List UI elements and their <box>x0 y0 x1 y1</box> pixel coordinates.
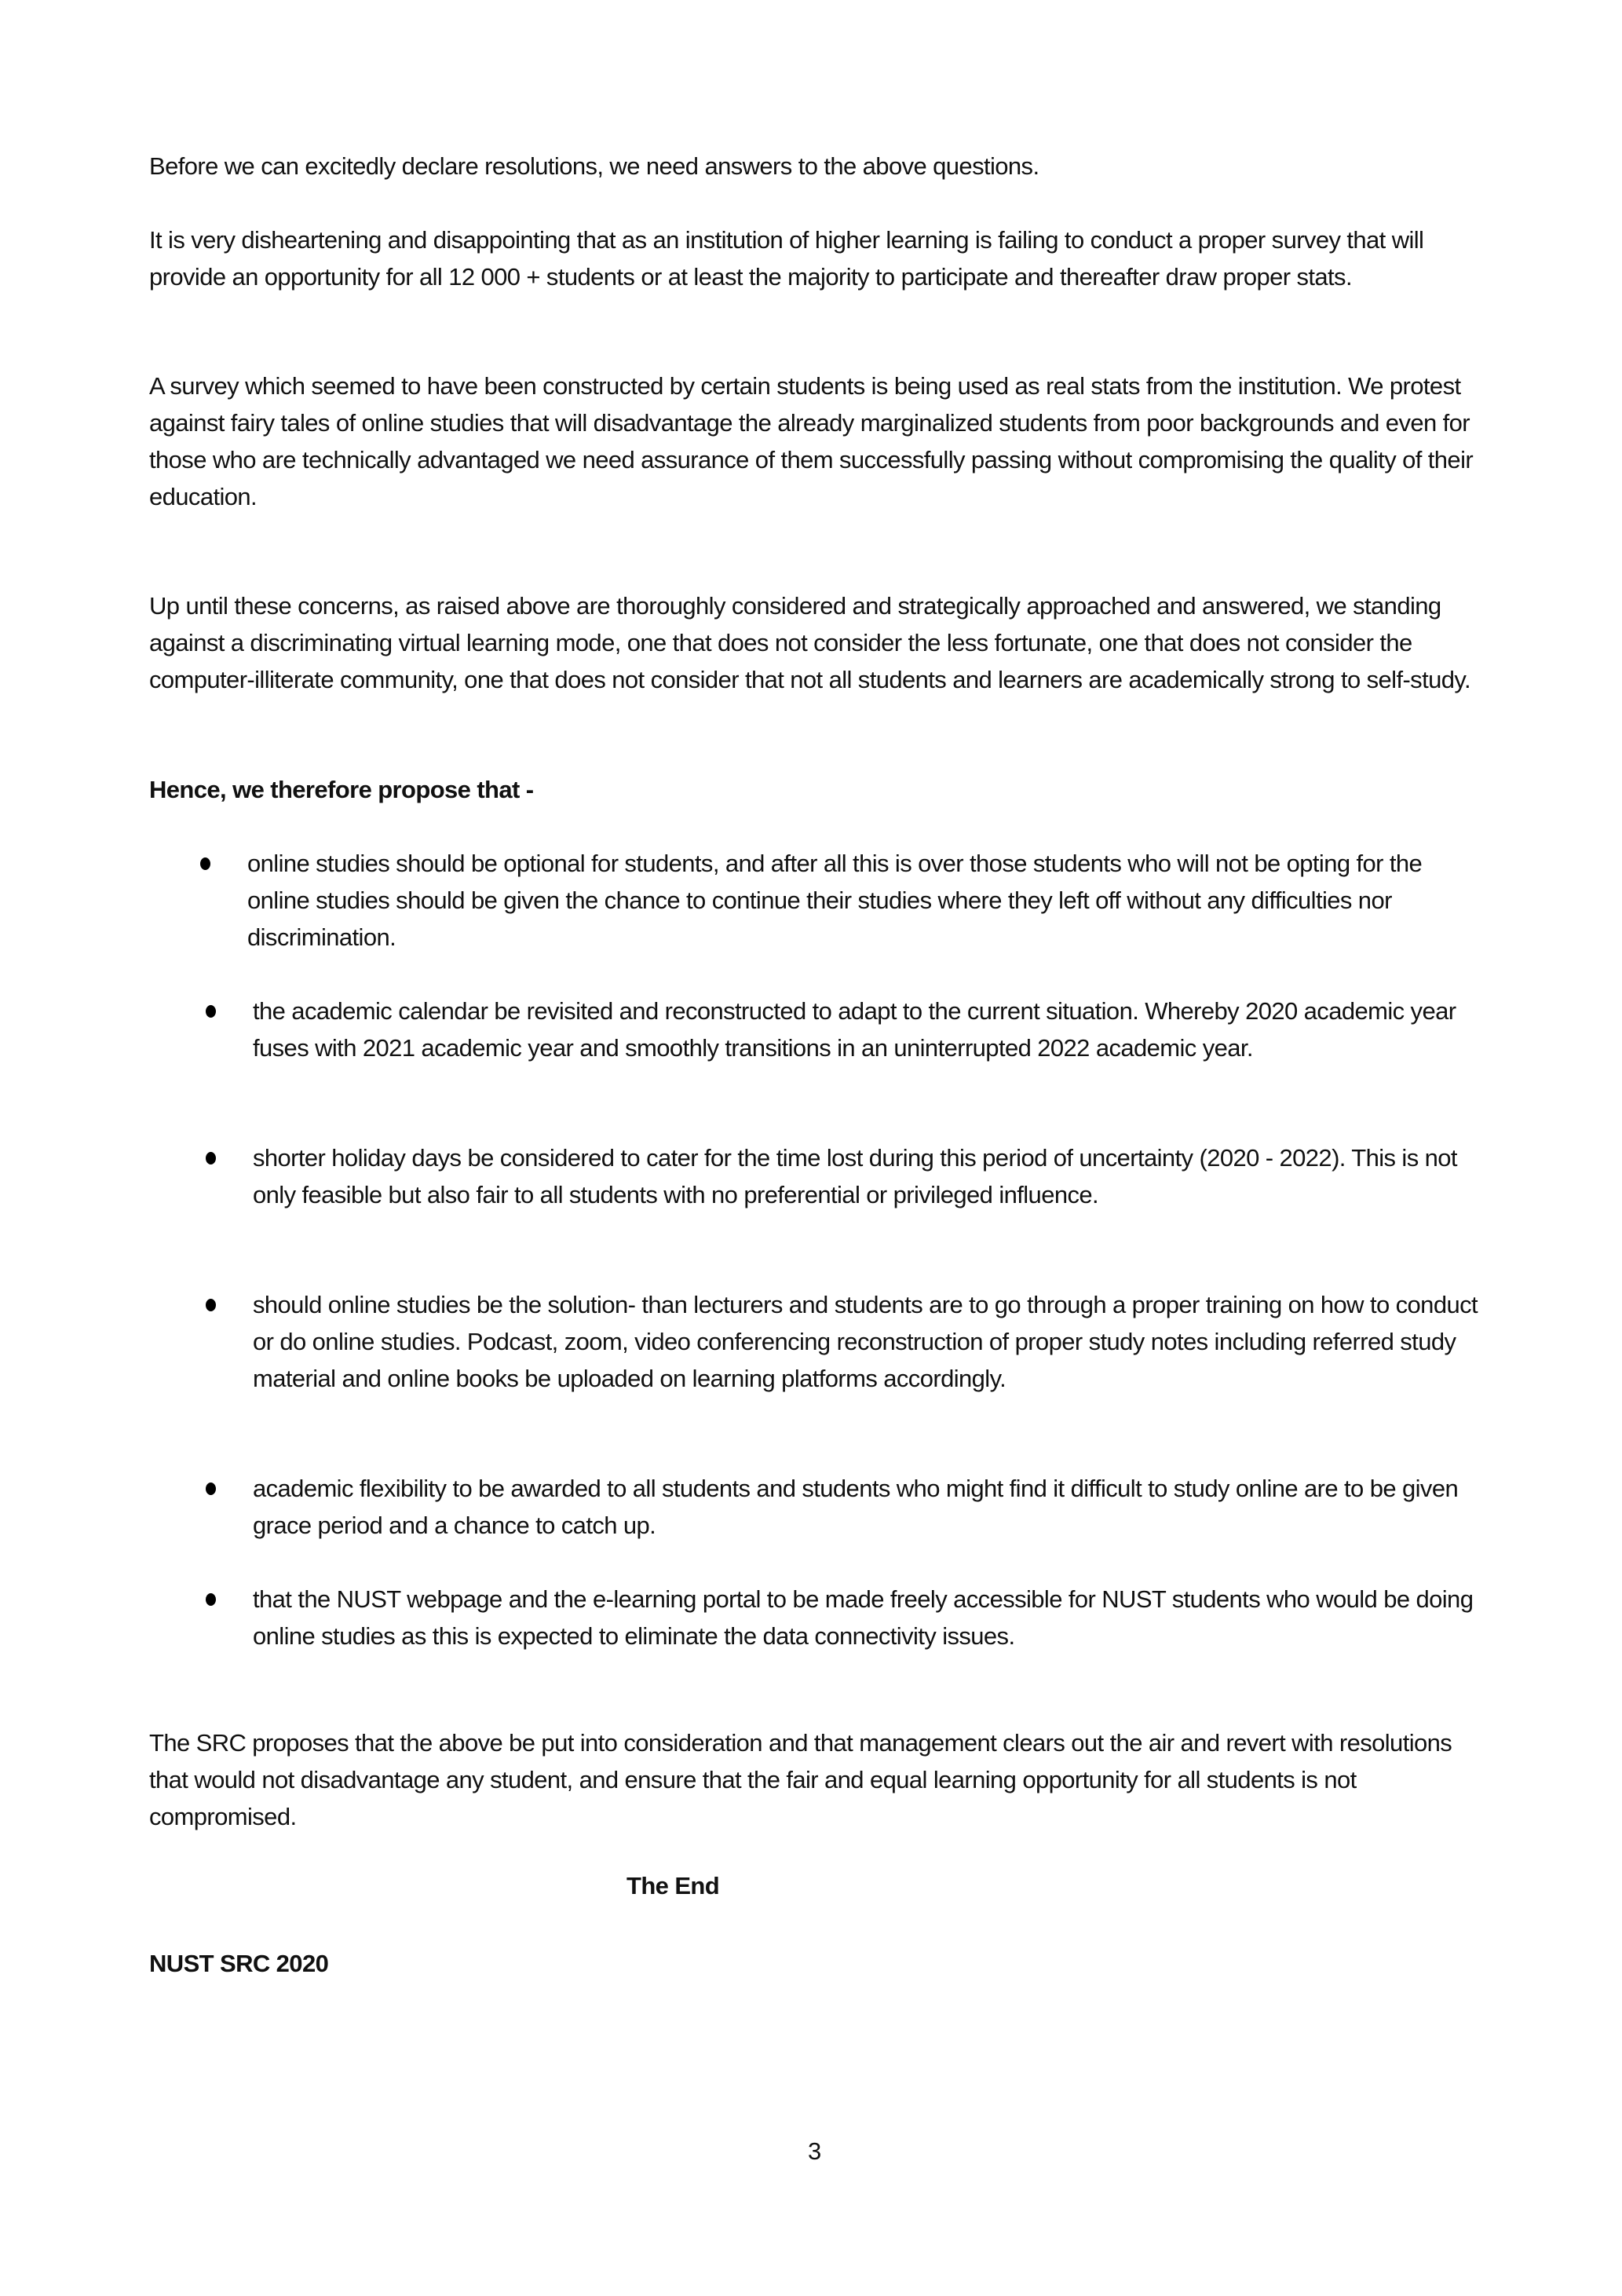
bullet-icon <box>206 1152 216 1164</box>
proposal-text: the academic calendar be revisited and reconstructed to adapt to the current situation. Whereby 2020 academic year fuses with 2021 academic year and smoothly transitions in an uninterrupted 2022 academic year. <box>253 997 1456 1062</box>
proposal-text: shorter holiday days be considered to cater for the time lost during this period of uncertainty (2020 - 2022). This is not only feasible but also fair to all students with no preferential or privileged influence. <box>253 1144 1457 1208</box>
bullet-icon <box>200 857 210 870</box>
bullet-icon <box>206 1005 216 1018</box>
end-label: The End <box>627 1872 720 1899</box>
bullet-icon <box>206 1299 216 1311</box>
signature: NUST SRC 2020 <box>149 1950 329 1977</box>
proposal-text: academic flexibility to be awarded to all students and students who might find it difficult to study online are to be given grace period and a chance to catch up. <box>253 1475 1459 1539</box>
page-number: 3 <box>808 2137 822 2165</box>
paragraph-closing: The SRC proposes that the above be put into consideration and that management clears out the air and revert with resolutions that would not disadvantage any student, and ensure that the fair and equal learning opportunity for all students is not compromised. <box>149 1729 1452 1830</box>
proposal-heading: Hence, we therefore propose that - <box>149 776 534 803</box>
proposal-text: online studies should be optional for students, and after all this is over those students who will not be opting for the online studies should be given the chance to continue their studies where they left off without any difficulties nor discrimination. <box>247 850 1423 951</box>
paragraph-survey-protest: A survey which seemed to have been constructed by certain students is being used as real stats from the institution. We protest against fairy tales of online studies that will disadvantage the already marginalized students from poor backgrounds and even for those who are technically advantaged we need assurance of them successfully passing without compromising the quality of their education. <box>149 372 1474 510</box>
bullet-icon <box>206 1483 216 1495</box>
paragraph-stance: Up until these concerns, as raised above are thoroughly considered and strategically approached and answered, we standing against a discriminating virtual learning mode, one that does not consider the less fortunate, one that does not consider the computer-illiterate community, one that does not consider that not all students and learners are academically strong to self-study. <box>149 592 1470 693</box>
paragraph-intro: Before we can excitedly declare resolutions, we need answers to the above questions. <box>149 152 1039 180</box>
proposal-text: that the NUST webpage and the e-learning portal to be made freely accessible for NUST students who would be doing online studies as this is expected to eliminate the data connectivity issues. <box>253 1585 1474 1650</box>
proposal-text: should online studies be the solution- than lecturers and students are to go through a proper training on how to conduct or do online studies. Podcast, zoom, video conferencing reconstruction of proper study notes including referred study material and online books be uploaded on learning platforms accordingly. <box>253 1291 1478 1392</box>
bullet-icon <box>206 1593 216 1606</box>
paragraph-survey-concern: It is very disheartening and disappointing that as an institution of higher learning is failing to conduct a proper survey that will provide an opportunity for all 12 000 + students or at least the majority to participate and thereafter draw proper stats. <box>149 226 1424 291</box>
